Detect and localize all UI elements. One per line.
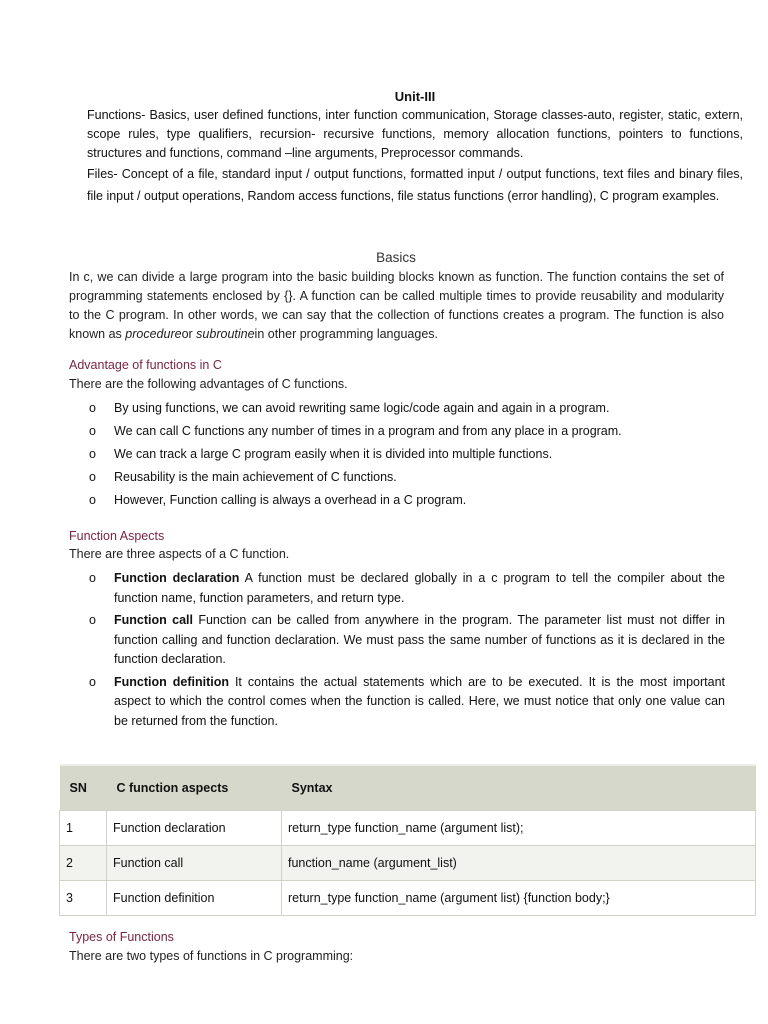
bullet-icon: o <box>89 613 96 627</box>
list-item: o Reusability is the main achievement of C functions. <box>89 468 725 487</box>
aspect-term: Function declaration <box>114 571 240 585</box>
aspects-intro: There are three aspects of a C function. <box>69 547 290 561</box>
table-cell: 1 <box>60 811 107 846</box>
bullet-icon: o <box>89 674 96 689</box>
types-intro: There are two types of functions in C programming: <box>69 949 354 963</box>
aspects-table <box>59 764 756 916</box>
table-header-aspects: C function aspects <box>107 765 282 811</box>
table-cell: 2 <box>60 846 107 881</box>
bullet-icon: o <box>89 424 96 438</box>
bullet-icon: o <box>89 571 96 585</box>
basics-text-mid: or <box>181 327 197 341</box>
table-row <box>60 881 756 916</box>
aspect-term: Function definition <box>114 674 229 689</box>
basics-term-subroutine: subroutine <box>196 327 255 341</box>
bullet-icon: o <box>89 470 96 484</box>
advantages-heading: Advantage of functions in C <box>69 358 222 372</box>
basics-term-procedure: procedure <box>125 327 182 341</box>
aspects-list <box>89 569 725 734</box>
table-cell: 3 <box>60 881 107 916</box>
aspect-term: Function call <box>114 613 193 627</box>
table-cell: return_type function_name (argument list); <box>282 811 756 846</box>
bullet-icon: o <box>89 447 96 461</box>
syllabus-files: Files- Concept of a file, standard input / output functions, formatted input / output functions, text files and binary files, file input / output operations, Random access functions, file status functions (error handling), C program examples. <box>87 167 743 203</box>
list-item: o Function declaration A function must be declared globally in a c program to tell the compiler about the function name, function parameters, and return type. <box>89 571 725 605</box>
basics-paragraph <box>69 268 724 344</box>
basics-text-start: In c, we can divide a large program into the basic building blocks known as function. The function contains the set of programming statements enclosed by {}. A function can be called multiple times to provide reusability and modularity to the C program. In other words, we can say that the collection of functions creates a program. The function is also known as <box>69 270 724 341</box>
table-row <box>60 811 756 846</box>
bullet-icon: o <box>89 401 96 415</box>
list-item: o By using functions, we can avoid rewriting same logic/code again and again in a program. <box>89 399 725 418</box>
table-cell: function_name (argument_list) <box>282 846 756 881</box>
types-heading: Types of Functions <box>69 930 174 944</box>
syllabus-functions: Functions- Basics, user defined functions, inter function communication, Storage classes-auto, register, static, extern, scope rules, type qualifiers, recursion- recursive functions, memory allocation functions, pointers to functions, structures and functions, command –line arguments, Preprocessor commands. <box>87 108 743 160</box>
table-header-sn: SN <box>60 765 107 811</box>
list-item: o We can track a large C program easily when it is divided into multiple functions. <box>89 445 725 464</box>
table-row <box>60 846 756 881</box>
table-cell: return_type function_name (argument list) {function body;} <box>282 881 756 916</box>
table-cell: Function definition <box>107 881 282 916</box>
list-item: o Function call Function can be called from anywhere in the program. The parameter list must not differ in function calling and function declaration. We must pass the same number of functions as it is declared in the function declaration. <box>89 613 725 666</box>
bullet-icon: o <box>89 493 96 507</box>
section-title-basics: Basics <box>376 250 416 265</box>
list-item: o Function definition It contains the actual statements which are to be executed. It is the most important aspect to which the control comes when the function is called. Here, we must notice that only one value can be returned from the function. <box>89 674 725 728</box>
table-cell: Function declaration <box>107 811 282 846</box>
table-header-syntax: Syntax <box>282 765 756 811</box>
table-cell: Function call <box>107 846 282 881</box>
basics-text-end: in other programming languages. <box>254 327 438 341</box>
advantages-intro: There are the following advantages of C functions. <box>69 377 348 391</box>
syllabus-block <box>87 106 743 207</box>
list-item: o However, Function calling is always a overhead in a C program. <box>89 491 725 510</box>
table-header-row <box>60 765 756 811</box>
list-item: o We can call C functions any number of times in a program and from any place in a program. <box>89 422 725 441</box>
unit-title: Unit-III <box>394 89 436 104</box>
aspects-heading: Function Aspects <box>69 529 165 543</box>
advantages-list <box>89 399 725 514</box>
